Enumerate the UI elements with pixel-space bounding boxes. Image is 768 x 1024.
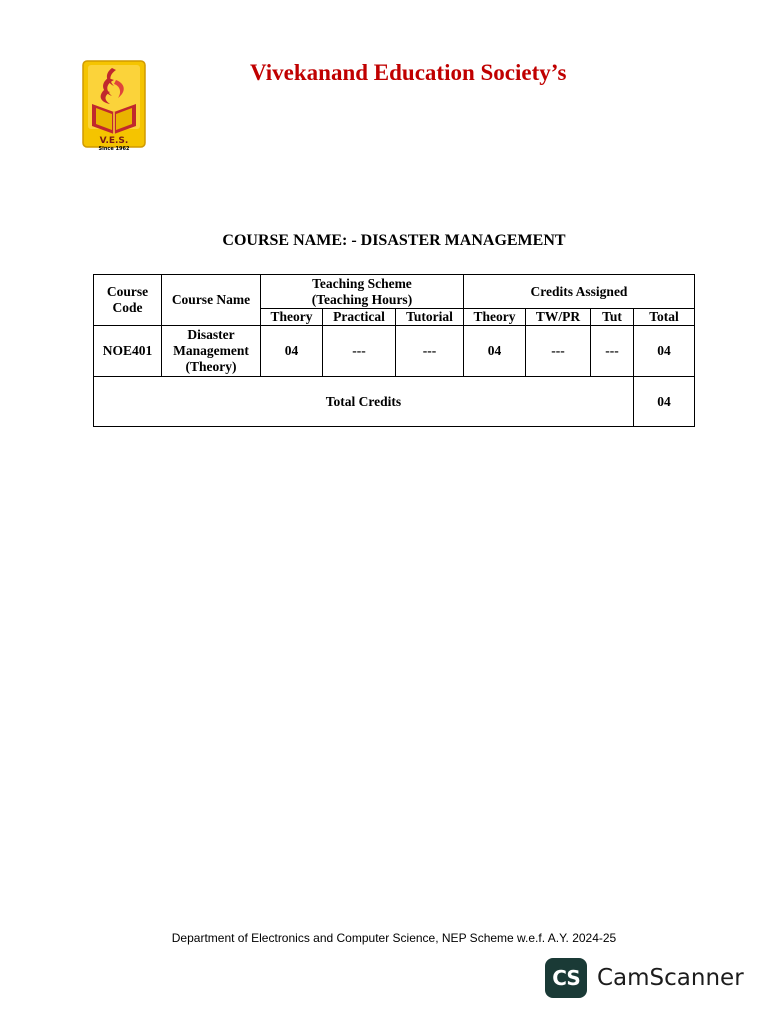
course-name-line: (Theory)	[185, 359, 237, 374]
camscanner-watermark	[545, 958, 744, 998]
camscanner-text: CamScanner	[597, 965, 744, 991]
header-teaching-scheme	[261, 275, 464, 309]
total-row	[94, 377, 695, 427]
header-credits-assigned: Credits Assigned	[464, 275, 695, 309]
page-footer: Department of Electronics and Computer Science, NEP Scheme w.e.f. A.Y. 2024-25	[171, 931, 617, 945]
header-ca-total: Total	[634, 309, 695, 326]
camscanner-logo-icon: CS	[545, 958, 587, 998]
logo-since: Since 1962	[98, 146, 130, 152]
course-code-cell: NOE401	[94, 326, 162, 377]
course-name-cell	[162, 326, 261, 377]
total-credits-label: Total Credits	[94, 377, 634, 427]
header-ts-theory: Theory	[261, 309, 323, 326]
teaching-hours-label: (Teaching Hours)	[311, 291, 413, 307]
header-ca-twpr: TW/PR	[526, 309, 591, 326]
header-ca-tut: Tut	[591, 309, 634, 326]
ts-practical-cell: ---	[323, 326, 396, 377]
ts-tutorial-cell: ---	[396, 326, 464, 377]
ca-theory-cell: 04	[464, 326, 526, 377]
header-course-name: Course Name	[162, 275, 261, 326]
ca-total-cell: 04	[634, 326, 695, 377]
society-title: Vivekanand Education Society’s	[250, 60, 567, 85]
ca-tut-cell: ---	[591, 326, 634, 377]
header-ts-tutorial: Tutorial	[396, 309, 464, 326]
course-name-line: Disaster	[187, 327, 235, 342]
header-ts-practical: Practical	[323, 309, 396, 326]
logo-text: V.E.S.	[99, 136, 129, 146]
header-ca-theory: Theory	[464, 309, 526, 326]
ca-twpr-cell: ---	[526, 326, 591, 377]
teaching-scheme-label: Teaching Scheme	[312, 275, 412, 291]
course-name-line: Management	[173, 343, 249, 358]
header-course-code: Course Code	[94, 275, 162, 326]
ves-logo	[82, 60, 146, 154]
table-row	[94, 326, 695, 377]
ts-theory-cell: 04	[261, 326, 323, 377]
course-title: COURSE NAME: - DISASTER MANAGEMENT	[222, 232, 566, 249]
teaching-scheme-table	[93, 274, 695, 427]
total-credits-value: 04	[634, 377, 695, 427]
